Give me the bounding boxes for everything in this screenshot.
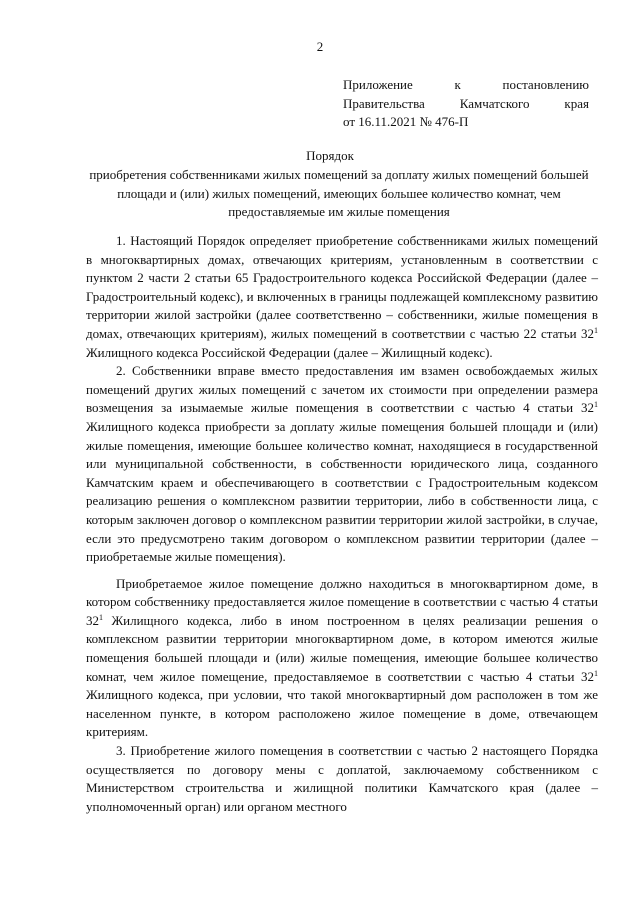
paragraph-2-text-b: Жилищного кодекса приобрести за доплату жилые помещения большей площади и (или) жилые помещения, имеющие большее количество комнат, находящиеся в государственной или муниципальной собственности, в собственности юридического лица, созданного Камчатским краем и обеспечивающего в соответствии с Градостроительным кодексом реализацию решения о комплексном развитии территории, либо в собственности лица, с которым заключен договор о комплексном развитии территории жилой застройки, в случае, если это предусмотрено таким договором о комплексном развитии территории (далее – приобретаемые жилые помещения). — [86, 418, 598, 565]
paragraph-1 — [86, 232, 598, 362]
document-subtitle: приобретения собственниками жилых помещений за доплату жилых помещений большей площади и (или) жилых помещений, имеющих большее количество комнат, чем предоставляемые им жилые помещения — [89, 167, 589, 220]
superscript: 1 — [594, 668, 598, 678]
paragraph-3-text-a: Приобретаемое жилое помещение должно находиться в многоквартирном доме, в котором собственнику предоставляется жилое помещение в соответствии с частью 4 статьи 32 — [86, 575, 598, 628]
page-number: 2 — [316, 39, 324, 54]
appendix-block — [343, 76, 589, 132]
paragraph-3 — [86, 575, 598, 742]
paragraph-4-text-a: 3. Приобретение жилого помещения в соответствии с частью 2 настоящего Порядка осуществляется по договору мены с доплатой, заключаемому собственником с Министерством строительства и жилищной политики Камчатского края (далее – уполномоченный орган) или органом местного — [86, 743, 598, 814]
paragraph-2-text-a: 2. Собственники вправе вместо предоставления им взамен освобождаемых жилых помещений других жилых помещений с зачетом их стоимости при определении размера возмещения за изымаемые жилые помещения в соответствии с частью 4 статьи 32 — [86, 363, 598, 416]
superscript: 1 — [99, 612, 103, 622]
paragraph-4 — [86, 742, 598, 816]
paragraph-1-text-a: 1. Настоящий Порядок определяет приобретение собственниками жилых помещений в многоквартирных домах, отвечающих критериям, установленным в соответствии с пунктом 2 части 2 статьи 65 Градостроительного кодекса Российской Федерации (далее – Градостроительный кодекс), и включенных в границы подлежащей комплексному развитию территории жилой застройки (далее соответственно – собственники, жилые помещения в домах, отвечающих критериям), жилых помещений в соответствии с частью 22 статьи 32 — [86, 233, 598, 341]
paragraph-3-text-b: Жилищного кодекса, либо в ином построенном в целях реализации решения о комплексном развитии территории многоквартирном доме, в котором имеются жилые помещения большей площади и (или) жилые помещения, имеющие большее количество комнат, чем жилое помещение, предоставляемое в соответствии с частью 4 статьи 32 — [86, 612, 598, 684]
superscript: 1 — [594, 400, 598, 410]
paragraph-2 — [86, 362, 598, 567]
paragraph-3-text-c: Жилищного кодекса, при условии, что такой многоквартирный дом расположен в том же населенном пункте, в котором расположено жилое помещение в доме, отвечающем критериям. — [86, 687, 598, 740]
paragraph-1-text-b: Жилищного кодекса Российской Федерации (далее – Жилищный кодекс). — [86, 344, 493, 360]
document-body — [86, 232, 598, 816]
appendix-line-2: Правительства Камчатского края — [343, 95, 589, 111]
document-title: Порядок — [306, 148, 354, 163]
appendix-line-1: Приложение к постановлению — [343, 77, 589, 92]
appendix-line-3: от 16.11.2021 № 476-П — [343, 114, 469, 130]
superscript: 1 — [594, 325, 598, 335]
